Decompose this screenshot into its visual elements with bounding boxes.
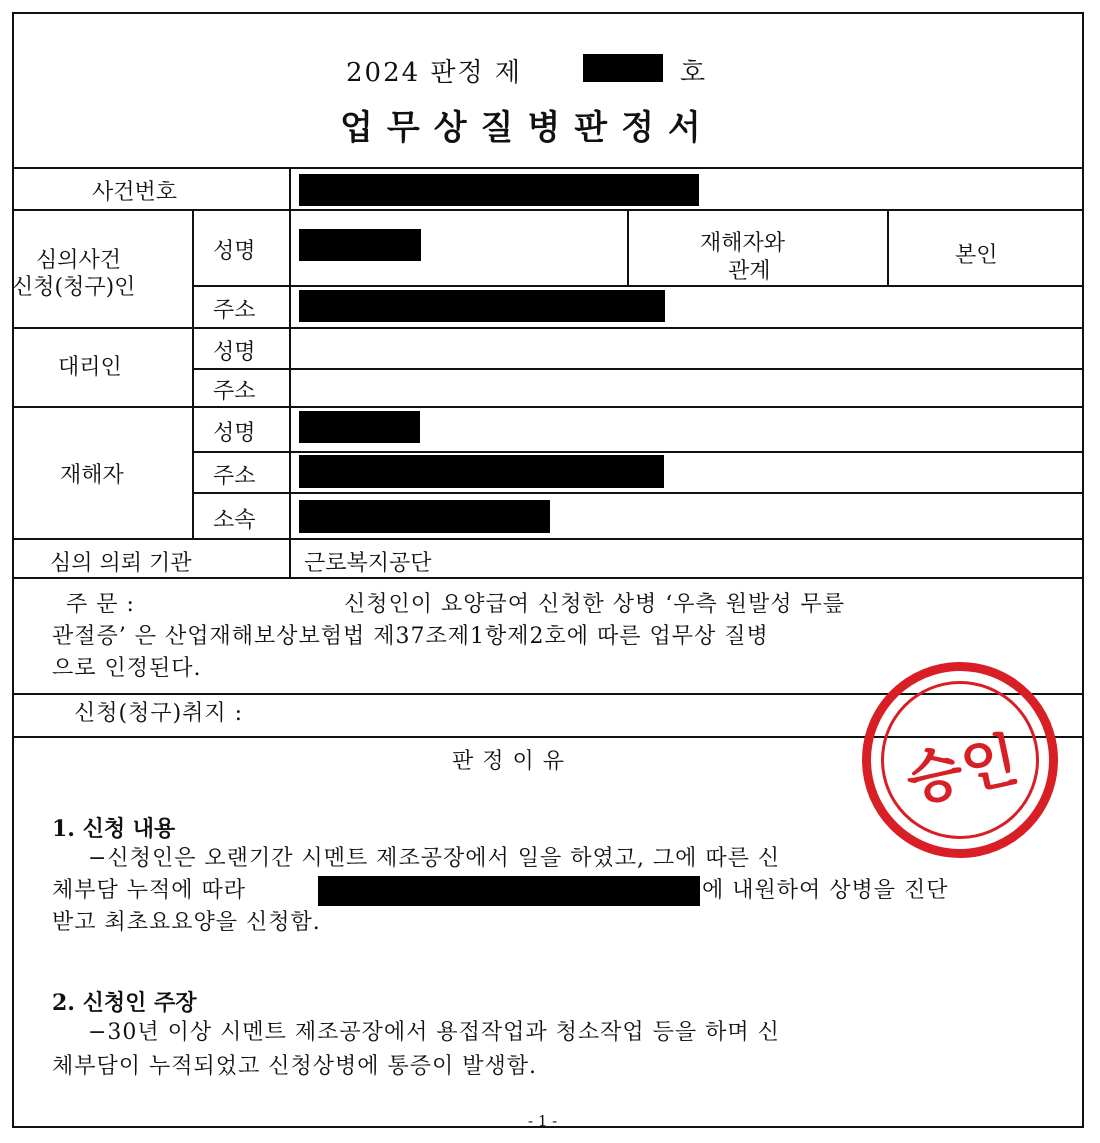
redacted-victim-name <box>299 411 420 443</box>
case-number-prefix: 2024 판정 제 <box>346 58 523 88</box>
victim-label: 재해자 <box>60 463 124 488</box>
redacted-applicant-address <box>299 290 665 322</box>
victim-name-label: 성명 <box>213 421 256 446</box>
agent-name-label: 성명 <box>213 340 256 365</box>
stamp-text: 승인 <box>900 724 1024 815</box>
reasons-title: 판 정 이 유 <box>452 749 565 774</box>
redacted-case-number <box>583 54 663 82</box>
redacted-victim-address <box>299 455 664 488</box>
rule <box>627 209 629 285</box>
rule <box>12 577 1084 579</box>
rule <box>192 285 1084 287</box>
section1-line3: 받고 최초요요양을 신청함. <box>52 910 321 935</box>
rule <box>12 406 1084 408</box>
rule <box>12 327 1084 329</box>
section1-line2b: 에 내원하여 상병을 진단 <box>702 878 949 903</box>
order-line2: 관절증’ 은 산업재해보상보험법 제37조제1항제2호에 따른 업무상 질병 <box>52 624 769 649</box>
section2-line1: −30년 이상 시멘트 제조공장에서 용접작업과 청소작업 등을 하며 신 <box>88 1020 780 1045</box>
victim-address-label: 주소 <box>213 464 256 489</box>
relation-label-line2: 관계 <box>728 259 771 284</box>
institution-value: 근로복지공단 <box>304 551 432 576</box>
rule <box>12 538 1084 540</box>
agent-address-label: 주소 <box>213 379 256 404</box>
applicant-address-label: 주소 <box>213 298 256 323</box>
relation-value: 본인 <box>955 243 998 268</box>
redacted-hospital <box>318 876 700 906</box>
applicant-label: 심의사건 <box>36 248 122 273</box>
relation-label: 재해자와 <box>700 231 786 256</box>
case-number-suffix: 호 <box>680 58 708 88</box>
rule <box>192 368 1084 370</box>
case-number-label: 사건번호 <box>92 180 178 205</box>
rule <box>192 492 1084 494</box>
applicant-name-label: 성명 <box>213 239 256 264</box>
rule <box>12 167 1084 169</box>
section2-line2: 체부담이 누적되었고 신청상병에 통증이 발생함. <box>52 1054 538 1079</box>
redacted-case-number-value <box>299 174 699 206</box>
section1-line1: −신청인은 오랜기간 시멘트 제조공장에서 일을 하였고, 그에 따른 신 <box>88 846 781 871</box>
redacted-applicant-name <box>299 229 421 261</box>
applicant-label-line2: 신청(청구)인 <box>12 275 136 300</box>
purpose-label: 신청(청구)취지 : <box>74 701 244 726</box>
order-line1: 신청인이 요양급여 신청한 상병 ‘우측 원발성 무릎 <box>344 592 845 617</box>
section1-heading: 1. 신청 내용 <box>52 816 176 842</box>
agent-label: 대리인 <box>58 355 122 380</box>
rule <box>887 209 889 285</box>
rule <box>192 209 194 538</box>
section1-line2a: 체부담 누적에 따라 <box>52 878 247 903</box>
page-number: - 1 - <box>528 1112 558 1130</box>
document-title: 업무상질병판정서 <box>340 108 715 148</box>
victim-affiliation-label: 소속 <box>213 508 256 533</box>
institution-label: 심의 의뢰 기관 <box>50 551 192 576</box>
rule <box>192 451 1084 453</box>
order-line3: 으로 인정된다. <box>52 656 202 681</box>
rule <box>289 167 291 577</box>
rule <box>12 209 1084 211</box>
redacted-victim-affiliation <box>299 500 550 533</box>
order-label: 주 문 : <box>66 592 135 617</box>
section2-heading: 2. 신청인 주장 <box>52 990 197 1016</box>
